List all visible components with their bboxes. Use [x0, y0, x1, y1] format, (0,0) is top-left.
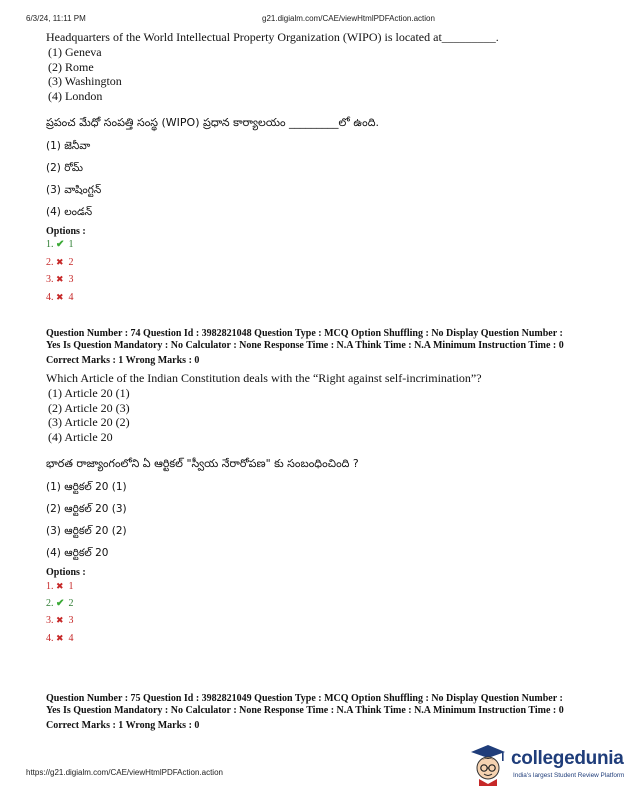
question-text-en: Headquarters of the World Intellectual Property Organization (WIPO) is located at_________. — [46, 30, 499, 44]
option-te-2: (2) రోమ్ — [46, 162, 84, 175]
answer-4: 4. ✖ 4 — [46, 630, 576, 648]
check-icon: ✔ — [56, 239, 65, 251]
option-en-2: (2) Rome — [48, 59, 94, 74]
option-te-4: (4) లండన్ — [46, 206, 93, 219]
question-marks: Correct Marks : 1 Wrong Marks : 0 — [46, 720, 200, 731]
option-en-3: (3) Washington — [48, 74, 122, 89]
footer-url: https://g21.digialm.com/CAE/viewHtmlPDFAction.action — [26, 768, 223, 777]
cross-icon: ✖ — [56, 256, 64, 267]
option-en-4: (4) London — [48, 88, 103, 103]
cross-icon: ✖ — [56, 274, 64, 285]
question-marks: Correct Marks : 1 Wrong Marks : 0 — [46, 355, 200, 366]
question-meta: Question Number : 75 Question Id : 3982821049 Question Type : MCQ Option Shuffling : No Display Question Number : Yes Is Question Mandatory : No Calculator : None Response Time : N.A Think Time : N.A Minimum Instruction Time : 0 — [46, 693, 564, 716]
cross-icon: ✖ — [56, 291, 64, 302]
option-te-1: (1) జెనీవా — [46, 140, 91, 153]
cross-icon: ✖ — [56, 615, 64, 626]
options-title: Options : — [46, 567, 86, 579]
answer-2: 2. ✔ 2 — [46, 596, 576, 613]
option-te-1: (1) ఆర్టికల్ 20 (1) — [46, 481, 127, 494]
option-en-3: (3) Article 20 (2) — [48, 415, 130, 430]
answer-1: 1. ✔ 1 — [46, 237, 576, 254]
option-en-2: (2) Article 20 (3) — [48, 400, 130, 415]
option-en-4: (4) Article 20 — [48, 429, 113, 444]
question-meta: Question Number : 74 Question Id : 3982821048 Question Type : MCQ Option Shuffling : No Display Question Number : Yes Is Question Mandatory : No Calculator : None Response Time : N.A Think Time : N.A Minimum Instruction Time : 0 — [46, 328, 564, 351]
print-datetime: 6/3/24, 11:11 PM — [26, 14, 86, 23]
option-te-4: (4) ఆర్టికల్ 20 — [46, 547, 109, 560]
question-text-te: ప్రపంచ మేధో సంపత్తి సంస్థ (WIPO) ప్రధాన కార్యాలయం _________లో ఉంది. — [46, 116, 379, 130]
question-75 — [46, 693, 576, 732]
answer-4: 4. ✖ 4 — [46, 289, 576, 307]
option-te-3: (3) వాషింగ్టన్ — [46, 184, 102, 197]
options-title: Options : — [46, 226, 86, 238]
question-text-en: Which Article of the Indian Constitution deals with the “Right against self-incrimination”? — [46, 371, 482, 385]
option-te-2: (2) ఆర్టికల్ 20 (3) — [46, 503, 127, 516]
answer-3: 3. ✖ 3 — [46, 612, 576, 630]
question-text-te: భారత రాజ్యాంగంలోని ఏ ఆర్టికల్ "స్వీయ నేరారోపణ" కు సంబంధించింది ? — [46, 457, 359, 471]
cross-icon: ✖ — [56, 581, 64, 592]
question-73 — [46, 30, 576, 306]
logo-tagline: India's largest Student Review Platform — [513, 772, 624, 779]
collegedunia-logo — [467, 742, 624, 786]
answer-2: 2. ✖ 2 — [46, 254, 576, 272]
answer-3: 3. ✖ 3 — [46, 271, 576, 289]
print-url: g21.digialm.com/CAE/viewHtmlPDFAction.action — [262, 14, 435, 23]
option-te-3: (3) ఆర్టికల్ 20 (2) — [46, 525, 127, 538]
answer-1: 1. ✖ 1 — [46, 578, 576, 596]
student-mascot-icon — [467, 742, 509, 786]
question-74 — [46, 328, 576, 647]
cross-icon: ✖ — [56, 632, 64, 643]
option-en-1: (1) Article 20 (1) — [48, 386, 130, 400]
option-en-1: (1) Geneva — [48, 45, 102, 59]
logo-wordmark: collegedunia — [511, 748, 624, 769]
check-icon: ✔ — [56, 597, 65, 609]
